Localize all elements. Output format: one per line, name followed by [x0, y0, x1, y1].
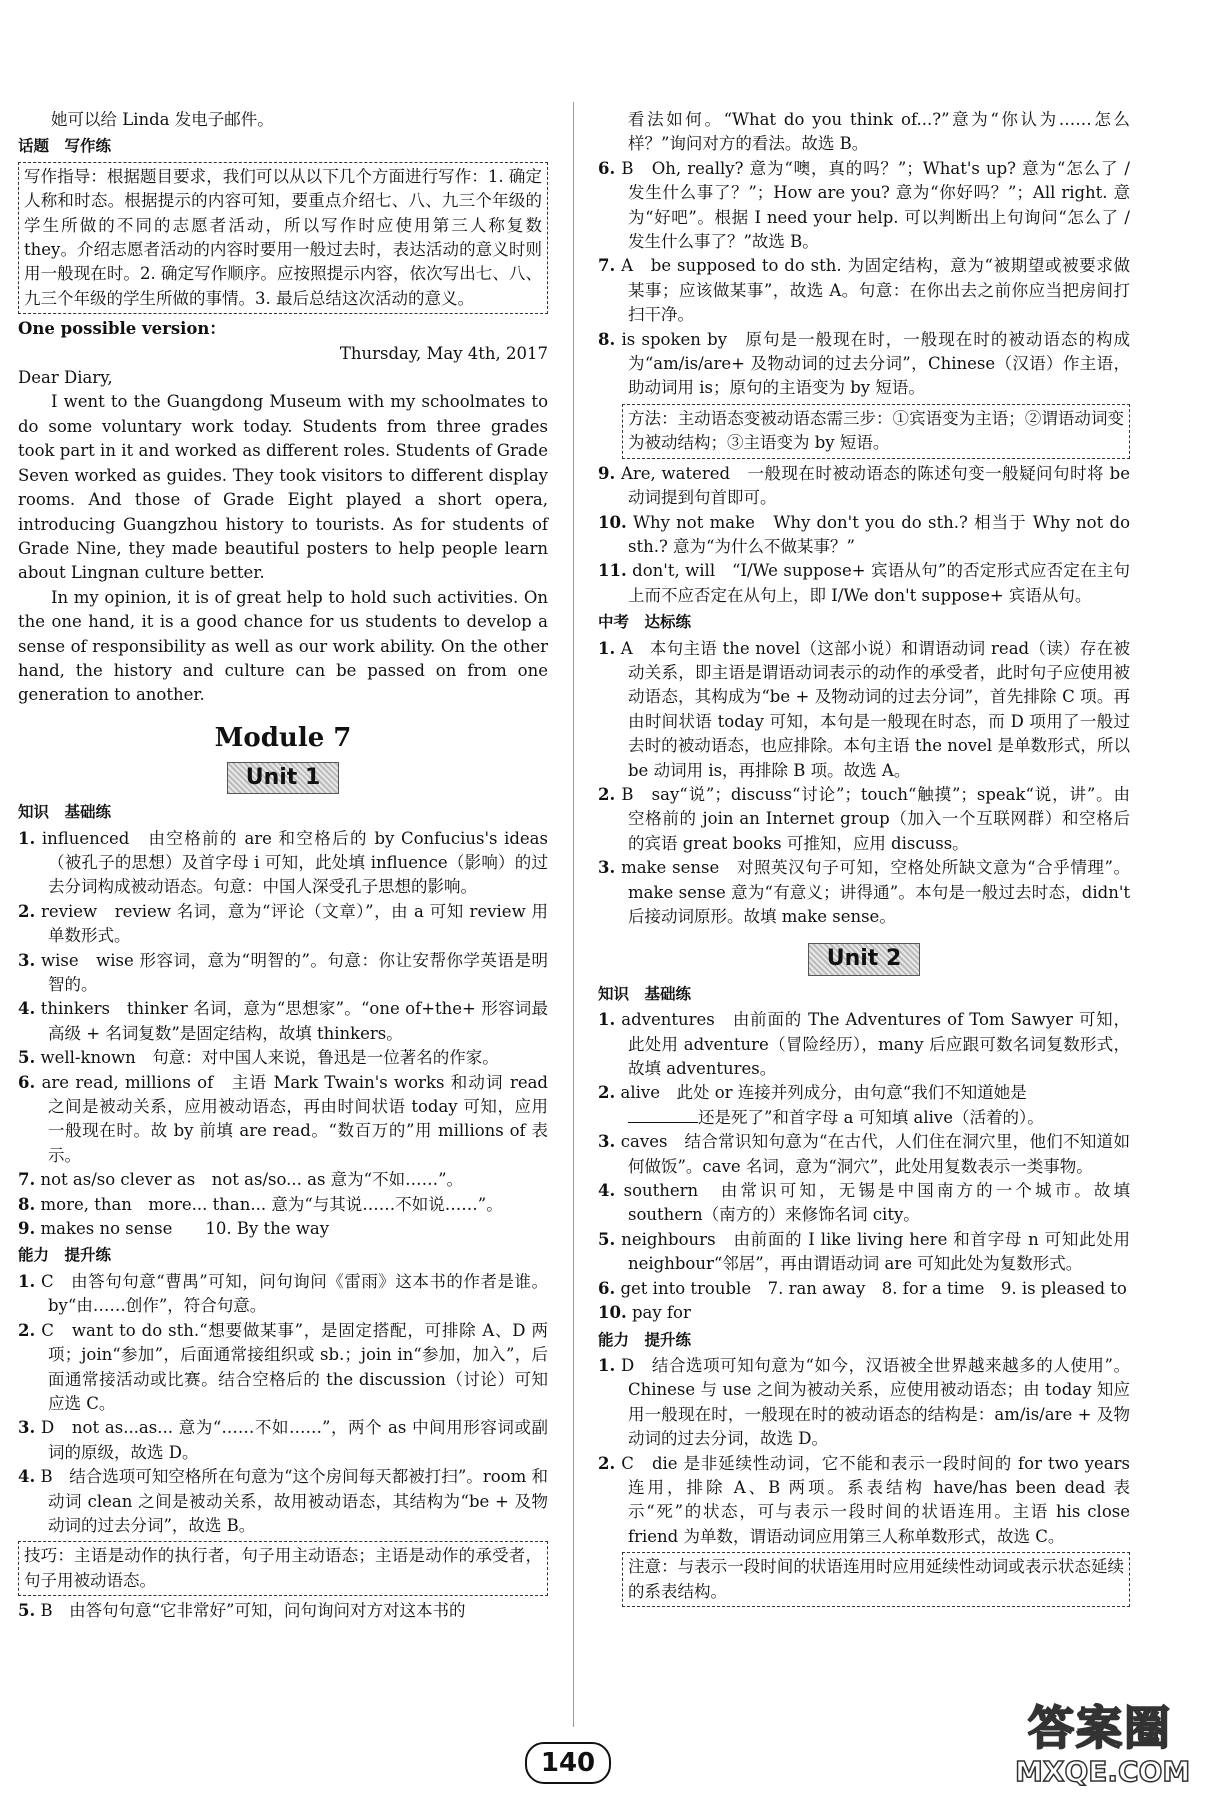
answer-item: 3. D not as...as... 意为“……不如……”，两个 as 中间用形容词或副词的原级，故选 D。 [18, 1418, 549, 1462]
answer-item: 5. well-known 句意：对中国人来说，鲁迅是一位著名的作家。 [18, 1048, 499, 1068]
answer-item: 4. southern 由常识可知，无锡是中国南方的一个城市。故填 southern（南方的）来修饰名词 city。 [598, 1181, 1130, 1225]
answer-blank [628, 1122, 698, 1123]
answer-item: 7. not as/so clever as not as/so... as 意为“不如……”。 [18, 1170, 464, 1190]
tip-box [18, 1541, 548, 1596]
answer-item: 6. get into trouble 7. ran away 8. for a time 9. is pleased to [598, 1278, 1127, 1298]
note-text: 注意：与表示一段时间的状语连用时应用延续性动词或表示状态延续的系表结构。 [628, 1557, 1124, 1601]
answer-items-a [598, 157, 1130, 401]
module-title: Module 7 [214, 722, 352, 753]
answer-item: 9. Are, watered 一般现在时被动语态的陈述句变一般疑问句时将 be 动词提到句首即可。 [598, 463, 1130, 508]
unit-2-badge [598, 943, 1130, 975]
tip-text: 技巧：主语是动作的执行者，句子用主动语态；主语是动作的承受者，句子用被动语态。 [24, 1546, 542, 1590]
answer-item: 3. caves 结合常识知句意为“在古代，人们住在洞穴里，他们不知道如何做饭”。cave 名词，意为“洞穴”，此处用复数表示一类事物。 [598, 1132, 1130, 1176]
zhongkao-items-list [598, 637, 1130, 930]
answer-item: 1. adventures 由前面的 The Adventures of Tom Sawyer 可知，此处用 adventure（冒险经历），many 后应跟可数名词复数形式，故填 adventures。 [598, 1010, 1130, 1079]
right-column [598, 108, 1130, 1610]
unit-1-label: Unit 1 [227, 762, 340, 794]
answer-item: 6. B Oh, really? 意为“噢，真的吗？”；What's up? 意为“怎么了 / 发生什么事了？”；How are you? 意为“你好吗？”；All right. 意为“好吧”。根据 I need your help. 可以判断出上句询问“怎么了 / 发生什么事了？”故选 B。 [598, 158, 1130, 252]
answer-item: 1. C 由答句句意“曹禺”可知，问句询问《雷雨》这本书的作者是谁。by“由……创作”，符合句意。 [18, 1271, 548, 1316]
basic-practice-heading: 知识 基础练 [598, 984, 692, 1003]
left-column [18, 108, 548, 1624]
answer-item: 1. A 本句主语 the novel（这部小说）和谓语动词 read（读）存在被动关系，即主语是谓语动词表示的动作的承受者，此时句子应使用被动语态，其构成为“be + 及物动词的过去分词”，首先排除 C 项。再由时间状语 today 可知，本句是一般现在时态，而 D 项用了一般过去时的被动语态，也应排除。本句主语 the novel 是单数形式，所以 be 动词用 is，再排除 B 项。故选 A。 [598, 638, 1130, 780]
continued-line: 她可以给 Linda 发电子邮件。 [51, 110, 274, 129]
page-number: 140 [525, 1742, 611, 1784]
answer-item: 2. C want to do sth.“想要做某事”，是固定搭配，可排除 A、D 两项；join“参加”，后面通常接组织或 sb.；join in“参加，加入”，后面通常接活动或比赛。结合空格后的 the discussion（讨论）可知应选 C。 [18, 1320, 548, 1413]
diary-salutation: Dear Diary, [18, 368, 113, 388]
answer-item: 5. neighbours 由前面的 I like living here 和首字母 n 可知此处用 neighbour“邻居”，再由谓语动词 are 可知此处为复数形式。 [598, 1229, 1130, 1274]
continued-line: 看法如何。“What do you think of...?”意为“你认为……怎么样？”询问对方的看法。故选 B。 [628, 110, 1130, 154]
watermark-bottom-text: MXQE.COM [1015, 1755, 1191, 1788]
answer-item: 1. D 结合选项可知句意为“如今，汉语被全世界越来越多的人使用”。Chinese 与 use 之间为被动关系，应使用被动语态；由 today 知应用一般现在时，一般现在时的被动语态的结构是：am/is/are + 及物动词的过去分词，故选 D。 [598, 1355, 1130, 1449]
topic-heading: 话题 写作练 [18, 137, 112, 156]
answer-item: 5. B 由答句句意“它非常好”可知，问句询问对方对这本书的 [18, 1601, 466, 1621]
unit2-ability-items [598, 1354, 1130, 1549]
answer-items-b [598, 462, 1130, 608]
unit-2-label: Unit 2 [808, 943, 921, 975]
ability-items-list [18, 1270, 548, 1538]
answer-item: 4. thinkers thinker 名词，意为“思想家”。“one of+the+ 形容词最高级 + 名词复数”是固定结构，故填 thinkers。 [18, 999, 548, 1043]
unit-1-badge [18, 762, 548, 794]
method-box [622, 404, 1130, 459]
one-possible-version: One possible version： [18, 319, 226, 339]
writing-guide-text: 写作指导：根据题目要求，我们可以从以下几个方面进行写作：1. 确定人称和时态。根据提示的内容可知，要重点介绍七、八、九三个年级的学生所做的不同的志愿者活动，所以写作时应使用第三人称复数 they。介绍志愿者活动的内容时要用一般过去时，表达活动的意义时则用一般现在时。2. 确定写作顺序。应按照提示内容，依次写出七、八、九三个年级的学生所做的事情。3. 最后总结这次活动的意义。 [24, 166, 542, 308]
column-divider [573, 102, 574, 1727]
answer-item: 9. makes no sense 10. By the way [18, 1219, 330, 1239]
diary-paragraph-2: In my opinion, it is of great help to hold such activities. On the one hand, it is a good chance for us students to develop a sense of responsibility as well as our work ability. On the other hand, the history and culture can be passed on from one generation to another. [18, 587, 548, 705]
zhongkao-heading: 中考 达标练 [598, 613, 692, 632]
answer-item: 2. C die 是非延续性动词，它不能和表示一段时间的 for two years 连用，排除 A、B 两项。系表结构 have/has been dead 表示“死”的状态，可与表示一段时间的状语连用。主语 his close friend 为单数，谓语动词应用第三人称单数形式，故选 C。 [598, 1453, 1130, 1546]
writing-guide-box [18, 162, 548, 314]
note-box [622, 1552, 1130, 1607]
answer-item: 10. Why not make Why don't you do sth.? 相当于 Why not do sth.? 意为“为什么不做某事？” [598, 512, 1130, 556]
method-text: 方法：主动语态变被动语态需三步：①宾语变为主语；②谓语动词变为被动结构；③主语变为 by 短语。 [628, 408, 1124, 453]
answer-item: 2. alive 此处 or 连接并列成分，由句意“我们不知道她是 还是死了”和首字母 a 可知填 alive（活着的）。 [598, 1083, 1044, 1127]
site-watermark-logo [1015, 1700, 1191, 1795]
basic-items-list [18, 827, 548, 1242]
answer-item: 10. pay for [598, 1303, 691, 1323]
answer-item: 2. review review 名词，意为“评论（文章）”，由 a 可知 review 用单数形式。 [18, 901, 548, 946]
answer-item: 6. are read, millions of 主语 Mark Twain's works 和动词 read 之间是被动关系，应用被动语态，再由时间状语 today 可知，应用一般现在时。故 by 前填 are read。“数百万的”用 millions of 表示。 [18, 1072, 548, 1165]
answer-item: 11. don't, will “I/We suppose+ 宾语从句”的否定形式应否定在主句上而不应否定在从句上，即 I/We don't suppose+ 宾语从句。 [598, 561, 1130, 605]
ability-heading: 能力 提升练 [18, 1246, 112, 1265]
answer-item: 8. is spoken by 原句是一般现在时，一般现在时的被动语态的构成为“am/is/are+ 及物动词的过去分词”，Chinese（汉语）作主语，助动词用 is；原句的主语变为 by 短语。 [598, 329, 1130, 398]
answer-item: 7. A be supposed to do sth. 为固定结构，意为“被期望或被要求做某事；应该做某事”，故选 A。句意：在你出去之前你应当把房间打扫干净。 [598, 256, 1130, 325]
unit2-basic-items [598, 1008, 1130, 1325]
answer-item: 2. B say“说”；discuss“讨论”；touch“触摸”；speak“说，讲”。由空格前的 join an Internet group（加入一个互联网群）和空格后的宾语 great books 可推知，应用 discuss。 [598, 784, 1130, 853]
answer-item: 1. influenced 由空格前的 are 和空格后的 by Confucius's ideas（被孔子的思想）及首字母 i 可知，此处填 influence（影响）的过去分词构成被动语态。句意：中国人深受孔子思想的影响。 [18, 828, 548, 897]
ability-heading: 能力 提升练 [598, 1330, 692, 1349]
answer-item: 3. make sense 对照英汉句子可知，空格处所缺文意为“合乎情理”。make sense 意为“有意义；讲得通”。本句是一般过去时态，didn't 后接动词原形。故填 make sense。 [598, 858, 1131, 926]
answer-item: 8. more, than more... than... 意为“与其说……不如说……”。 [18, 1194, 503, 1214]
diary-date: Thursday, May 4th, 2017 [339, 343, 548, 363]
answer-item: 4. B 结合选项可知空格所在句意为“这个房间每天都被打扫”。room 和动词 clean 之间是被动关系，故用被动语态，其结构为“be + 及物动词的过去分词”，故选 B。 [18, 1467, 548, 1535]
diary-paragraph-1: I went to the Guangdong Museum with my schoolmates to do some voluntary work today. Students from three grades took part in it and worked as different roles. Students of Grade Seven worked as guides. They took visitors to different display rooms. And those of Grade Eight played a short opera, introducing Guangzhou history to tourists. As for students of Grade Nine, they made beautiful posters to help people learn about Lingnan culture better. [18, 392, 548, 583]
answer-item: 3. wise wise 形容词，意为“明智的”。句意：你让安帮你学英语是明智的。 [18, 950, 548, 994]
watermark-top-text: 答案圈 [1028, 1701, 1172, 1755]
basic-practice-heading: 知识 基础练 [18, 803, 112, 822]
